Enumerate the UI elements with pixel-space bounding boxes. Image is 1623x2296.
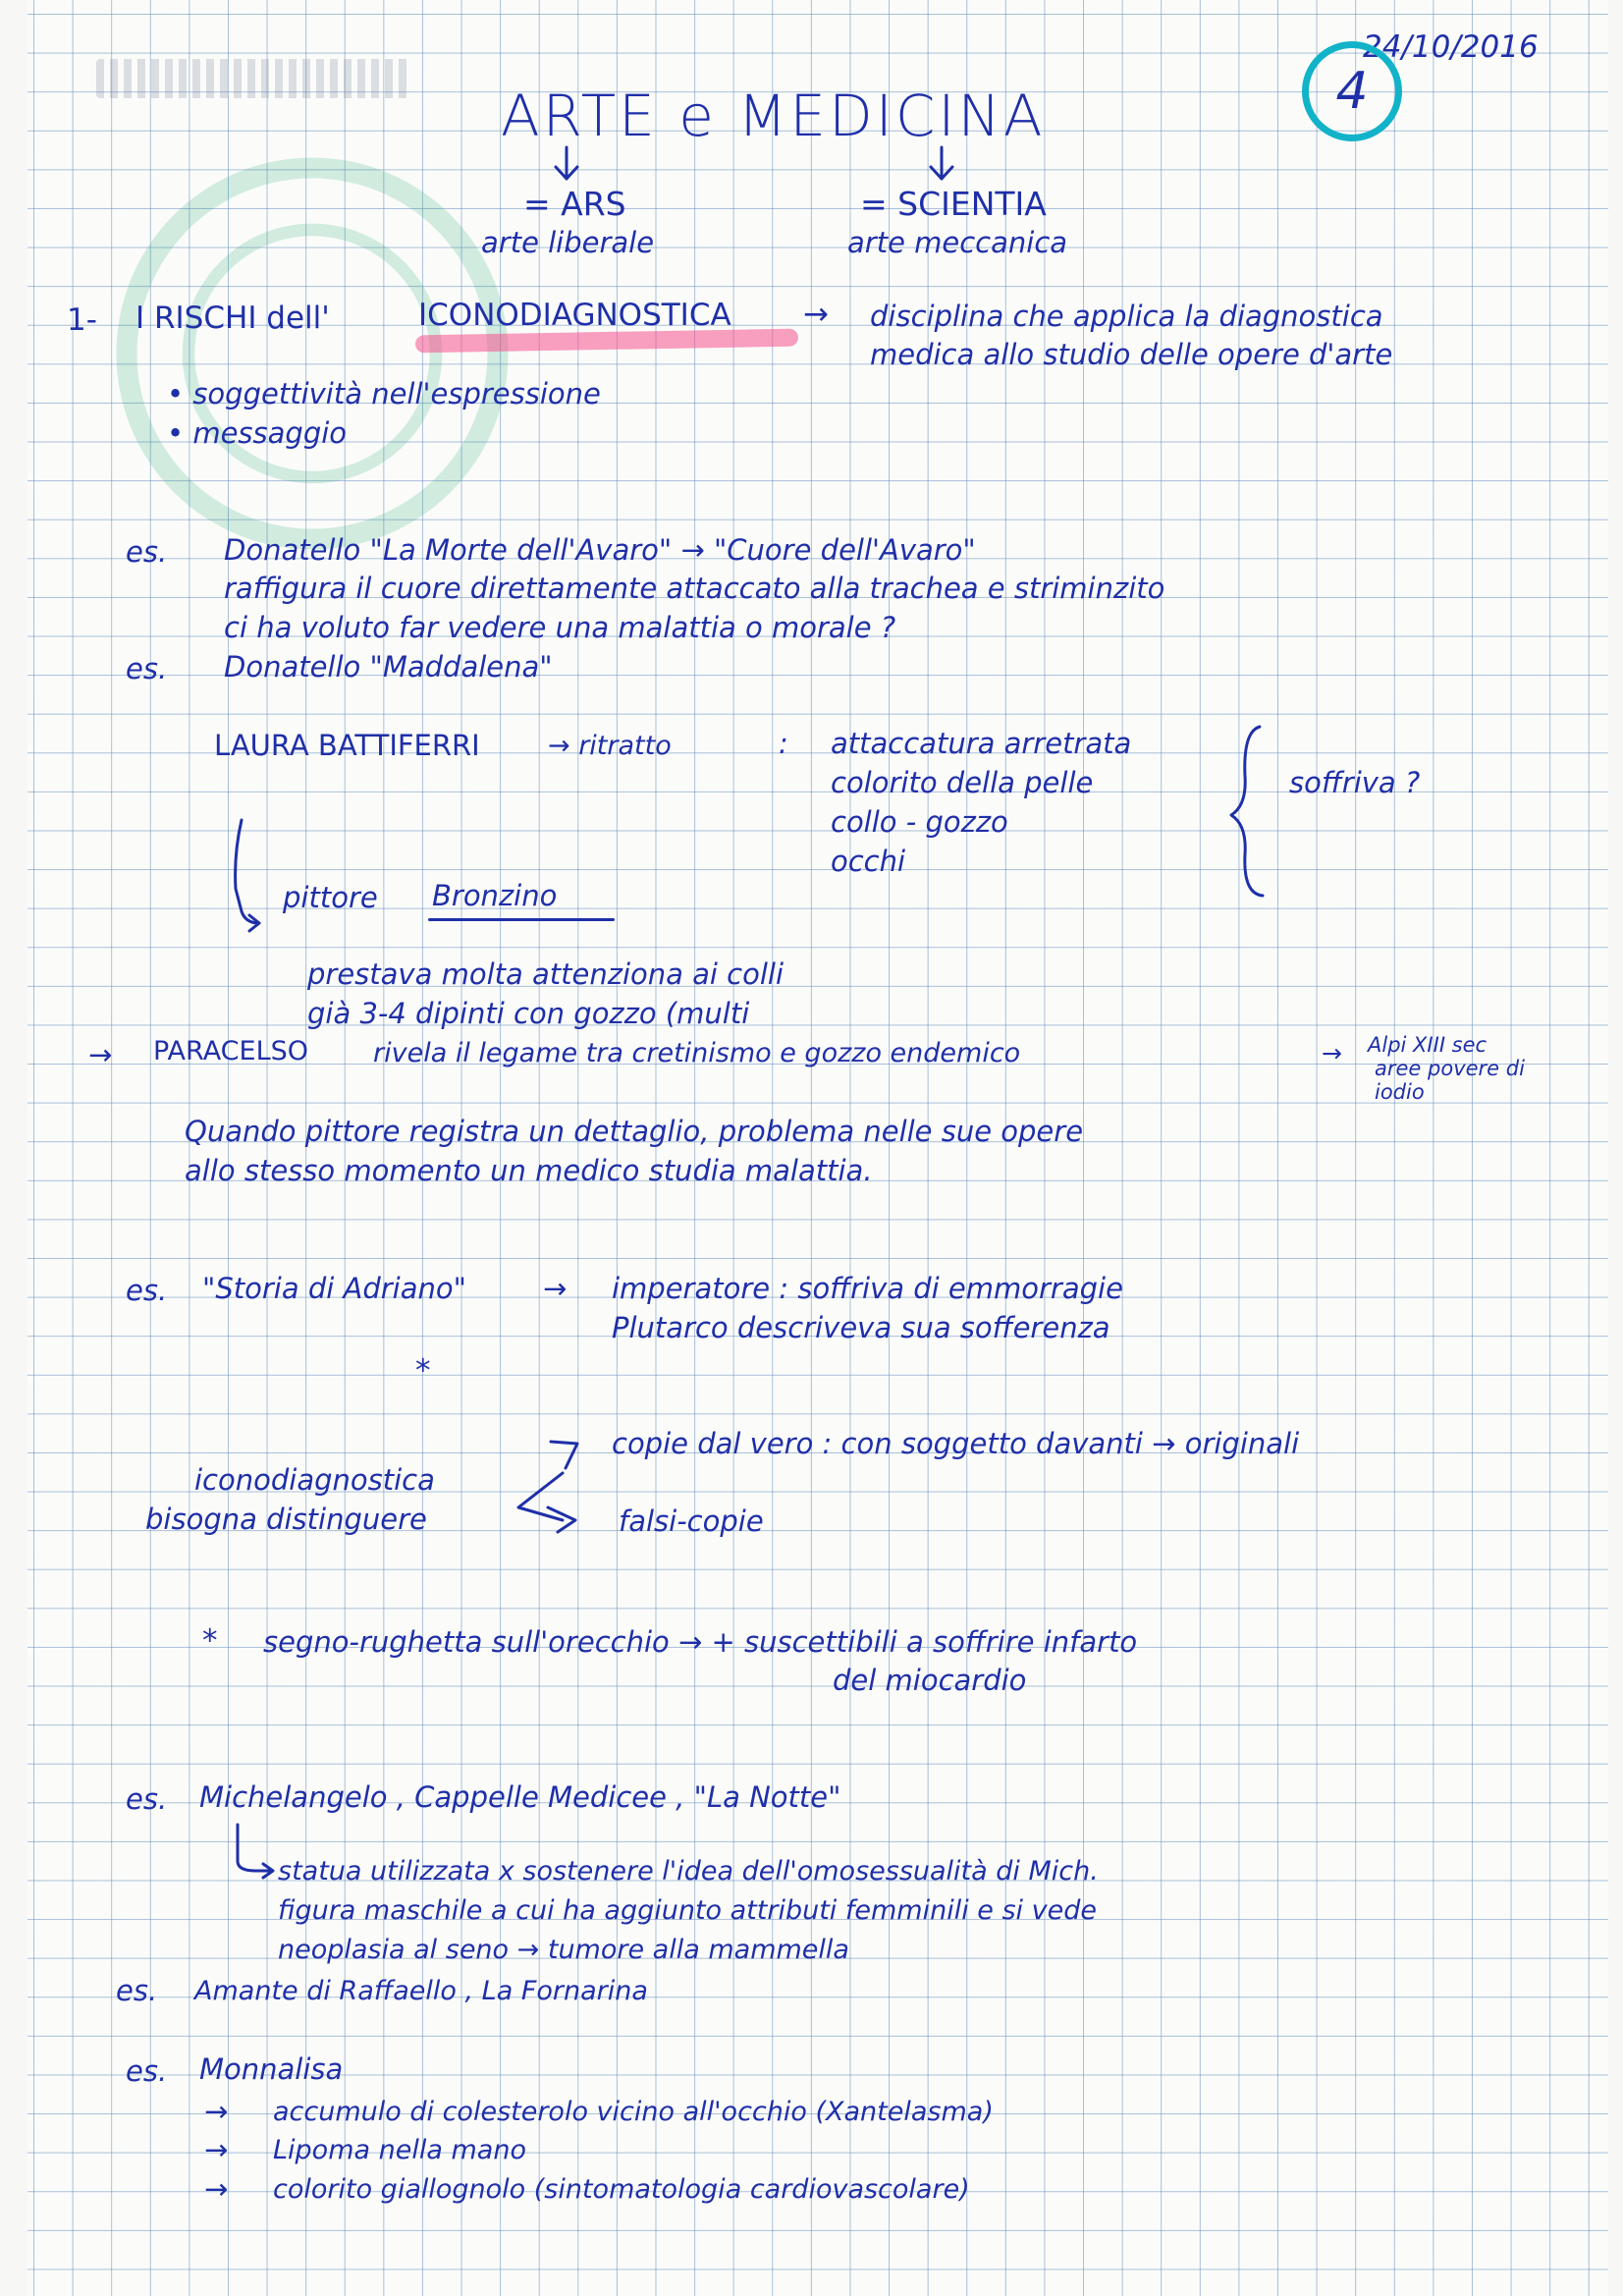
raffaello-text: Amante di Raffaello , La Fornarina bbox=[194, 1976, 648, 2006]
heading-arrow: → bbox=[803, 297, 829, 332]
symptom-item: occhi bbox=[831, 845, 906, 878]
scientia-note: arte meccanica bbox=[847, 226, 1068, 259]
page-title: ARTE e MEDICINA bbox=[501, 82, 1046, 149]
adriano-line-1: imperatore : soffriva di emmorragie bbox=[612, 1272, 1123, 1305]
soffriva-question: soffriva ? bbox=[1289, 766, 1421, 799]
adriano-line-2: Plutarco descriveva sua sofferenza bbox=[612, 1311, 1110, 1344]
paracelso-text: rivela il legame tra cretinismo e gozzo endemico bbox=[373, 1038, 1021, 1068]
es-marker: es. bbox=[126, 535, 168, 569]
alpi-note: Alpi XIII sec bbox=[1368, 1033, 1488, 1057]
quando-line-1: Quando pittore registra un dettaglio, problema nelle sue opere bbox=[185, 1115, 1084, 1148]
battiferri-arrow: → ritratto bbox=[548, 731, 672, 761]
monnalisa-item: Lipoma nella mano bbox=[273, 2135, 526, 2165]
paracelso-arrow: → bbox=[88, 1038, 113, 1071]
bronzino-name: Bronzino bbox=[432, 879, 558, 912]
alpi-note-3: iodio bbox=[1375, 1080, 1425, 1104]
monnalisa-arrow: → bbox=[204, 2172, 229, 2206]
bullet-item: • soggettività nell'espressione bbox=[167, 377, 601, 410]
quando-line-2: allo stesso momento un medico studia malattia. bbox=[185, 1154, 873, 1187]
notebook-page bbox=[27, 0, 1608, 2296]
adriano-arrow: → bbox=[543, 1272, 568, 1305]
es-marker: es. bbox=[126, 1782, 168, 1816]
ars-label: = ARS bbox=[523, 185, 626, 223]
bronzino-underline bbox=[428, 918, 615, 921]
donatello-line-2: raffigura il cuore direttamente attaccato alla trachea e striminzito bbox=[224, 572, 1165, 605]
symptom-item: colorito della pelle bbox=[831, 766, 1094, 799]
segno-line-1: segno-rughetta sull'orecchio → + suscettibili a soffrire infarto bbox=[263, 1625, 1138, 1659]
monnalisa-item: accumulo di colesterolo vicino all'occhio (Xantelasma) bbox=[273, 2097, 994, 2127]
symptom-item: collo - gozzo bbox=[831, 805, 1008, 839]
monnalisa-arrow: → bbox=[204, 2133, 229, 2166]
michelangelo-title: Michelangelo , Cappelle Medicee , "La Notte" bbox=[199, 1780, 841, 1814]
segno-line-2: del miocardio bbox=[833, 1664, 1027, 1697]
paracelso-name: PARACELSO bbox=[153, 1036, 309, 1066]
battiferri-name: LAURA BATTIFERRI bbox=[214, 729, 480, 762]
falsi-copie: falsi-copie bbox=[619, 1504, 764, 1538]
ars-note: arte liberale bbox=[481, 226, 655, 259]
bullet-item: • messaggio bbox=[167, 416, 348, 450]
michelangelo-line-3: neoplasia al seno → tumore alla mammella bbox=[278, 1935, 849, 1965]
star-marker: * bbox=[202, 1623, 218, 1659]
aside-arrow: → bbox=[1322, 1039, 1342, 1067]
maddalena-line: Donatello "Maddalena" bbox=[224, 650, 553, 683]
monnalisa-item: colorito giallognolo (sintomatologia cardiovascolare) bbox=[273, 2174, 970, 2205]
bronzino-note-2: già 3-4 dipinti con gozzo (multi bbox=[307, 997, 750, 1030]
section-heading-keyword: ICONODIAGNOSTICA bbox=[418, 298, 731, 333]
es-marker: es. bbox=[126, 652, 168, 685]
michelangelo-line-2: figura maschile a cui ha aggiunto attributi femminili e si vede bbox=[278, 1895, 1097, 1926]
copie-dal-vero: copie dal vero : con soggetto davanti → originali bbox=[612, 1427, 1300, 1460]
definition-line-2: medica allo studio delle opere d'arte bbox=[870, 338, 1393, 371]
donatello-line-1: Donatello "La Morte dell'Avaro" → "Cuore dell'Avaro" bbox=[224, 533, 976, 567]
section-number: 1- bbox=[67, 302, 97, 338]
alpi-note-2: aree povere di bbox=[1375, 1057, 1525, 1080]
donatello-line-3: ci ha voluto far vedere una malattia o morale ? bbox=[224, 611, 896, 644]
es-marker: es. bbox=[116, 1974, 158, 2007]
date: 24/10/2016 bbox=[1363, 29, 1539, 65]
scientia-label: = SCIENTIA bbox=[860, 185, 1047, 223]
monnalisa-title: Monnalisa bbox=[199, 2052, 344, 2086]
michelangelo-line-1: statua utilizzata x sostenere l'idea dell'omosessualità di Mich. bbox=[278, 1856, 1099, 1886]
bullet-text: messaggio bbox=[192, 416, 348, 450]
battiferri-colon: : bbox=[779, 727, 788, 760]
symptom-item: attaccatura arretrata bbox=[831, 727, 1132, 760]
distinguere-left-1: iconodiagnostica bbox=[194, 1463, 435, 1497]
monnalisa-arrow: → bbox=[204, 2095, 229, 2128]
bullet-text: soggettività nell'espressione bbox=[192, 377, 601, 410]
es-marker: es. bbox=[126, 1274, 168, 1307]
star-marker: * bbox=[415, 1353, 431, 1389]
pittore-label: pittore bbox=[283, 881, 378, 914]
bronzino-note-1: prestava molta attenziona ai colli bbox=[307, 957, 784, 991]
adriano-title: "Storia di Adriano" bbox=[202, 1272, 466, 1305]
section-heading-prefix: I RISCHI dell' bbox=[135, 301, 330, 336]
definition-line-1: disciplina che applica la diagnostica bbox=[870, 300, 1383, 333]
es-marker: es. bbox=[126, 2054, 168, 2088]
distinguere-left-2: bisogna distinguere bbox=[145, 1503, 427, 1536]
page-number: 4 bbox=[1335, 62, 1369, 121]
